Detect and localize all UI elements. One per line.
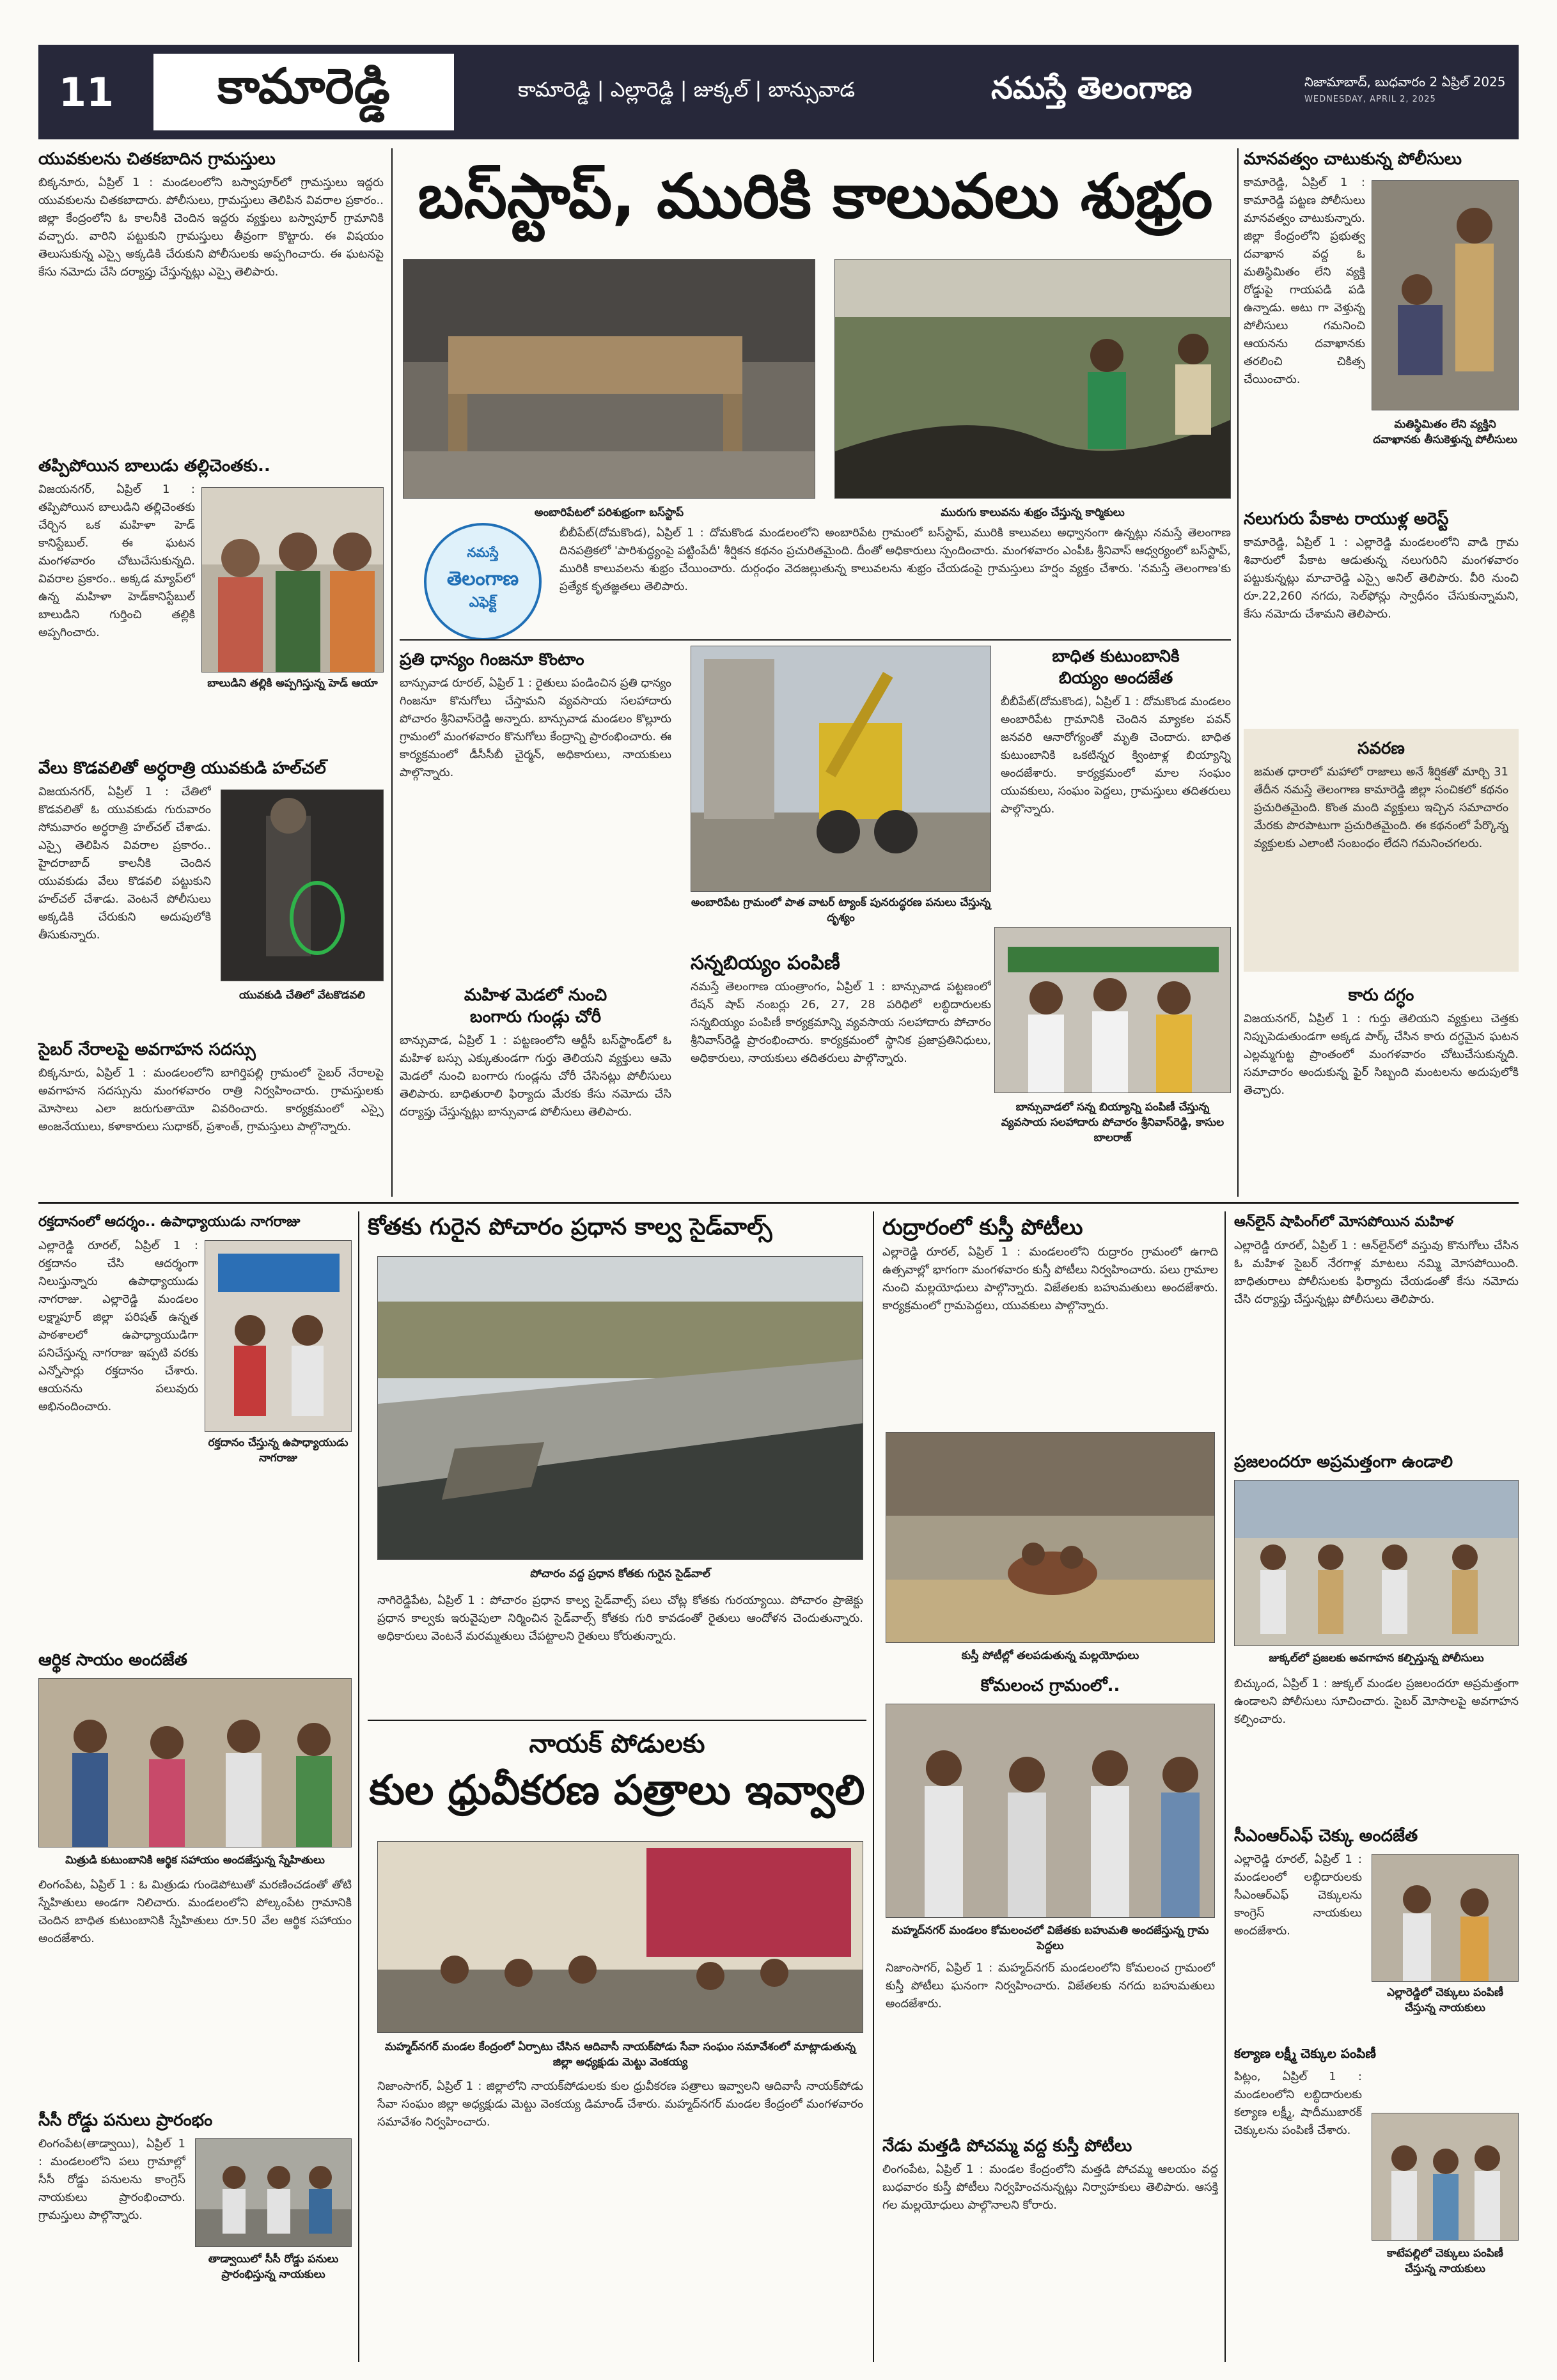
- cc-road-photo: [195, 2138, 352, 2247]
- rice-distribution-caption: బాన్సువాడలో సన్న బియ్యాన్ని పంపిణీ చేస్తున్న వ్యవసాయ సలహాదారు పోచారం శ్రీనివాస్‌రెడ్డి, కాసుల బాలరాజ్: [1001, 1101, 1224, 1144]
- photo-illustration: [691, 646, 991, 892]
- story-body: విజయనగర్, ఏప్రిల్ 1 : గుర్తు తెలియని వ్యక్తులు చెత్తకు నిప్పుపెడుతుండగా అక్కడ పార్క్ చేసిన కారు దగ్ధమైన ఘటన ఎల్లమ్మగుట్ట ప్రాంతంలో మంగళవారం చోటుచేసుకున్నది. సమాచారం అందుకున్న ఫైర్ సిబ్బంది మంటలను అదుపులోకి తెచ్చారు.: [1244, 1012, 1519, 1097]
- story-kalyana-lakshmi: [1234, 2042, 1519, 2349]
- story-headline: సీసీ రోడ్డు పనులు ప్రారంభం: [38, 2111, 213, 2130]
- story-headline-line2: బంగారు గుండ్లు చోరీ: [469, 1007, 602, 1027]
- story-headline: కారు దగ్ధం: [1348, 986, 1414, 1005]
- story-body: పిట్లం, ఏప్రిల్ 1 : మండలంలోని లబ్ధిదారులకు కల్యాణ లక్ష్మీ, షాదీముబారక్ చెక్కులను పంపిణీ చేశారు.: [1234, 2070, 1362, 2137]
- lead-headline: బస్‌స్టాప్, మురికి కాలువలు శుభ్రం: [418, 160, 1213, 232]
- story-rice-to-family: [1001, 646, 1231, 929]
- blood-donation-photo: [205, 1240, 352, 1432]
- photo-illustration: [886, 1433, 1215, 1643]
- canal-photo: [377, 1256, 863, 1560]
- photo-caption: మిత్రుడి కుటుంబానికి ఆర్థిక సహాయం అందజేస్తున్న స్నేహితులు: [65, 1854, 325, 1867]
- photo-illustration: [835, 260, 1231, 499]
- story-headline: వేలు కొడవలితో అర్ధరాత్రి యువకుడి హల్‌చల్: [38, 759, 326, 778]
- photo-illustration: [995, 928, 1231, 1093]
- story-body: ఎల్లారెడ్డి రూరల్, ఏప్రిల్ 1 : ఆన్‌లైన్‌లో వస్తువు కొనుగోలు చేసిన ఓ మహిళ సైబర్ నేరగాళ్ల మాటలు నమ్మి మోసపోయింది. బాధితురాలు పోలీసులకు ఫిర్యాదు చేయడంతో కేసు నమోదు చేసి దర్యాప్తు చేస్తున్నట్లు పోలీసులు తెలిపారు.: [1234, 1239, 1519, 1306]
- issue-date: [1304, 73, 1509, 109]
- canal-caption: పోచారం వద్ద ప్రధాన కోతకు గురైన సైడ్‌వాల్: [530, 1567, 710, 1580]
- story-headline-line1: మహిళ మెడలో నుంచి: [464, 986, 607, 1005]
- namaste-telangana-effect-logo: [419, 518, 547, 646]
- bus-stop-caption: అంబారిపేటలో పరిశుభ్రంగా బస్‌స్టాప్: [534, 506, 684, 519]
- story-villagers-beat-youths: [38, 148, 384, 410]
- story-headline: యువకులను చితకబాదిన గ్రామస్తులు: [38, 150, 276, 169]
- story-mattadi-pochamma-wrestling: [882, 2135, 1218, 2353]
- story-blood-donor-teacher: [38, 1211, 352, 1659]
- story-police-humanity: [1244, 148, 1519, 506]
- column-rule: [391, 148, 393, 1197]
- story-canal-sidewalls: [368, 1211, 866, 1243]
- story-cyber-awareness: [38, 1039, 384, 1192]
- photo-illustration: [1372, 1855, 1519, 1982]
- jukkal-awareness-photo: [1234, 1480, 1519, 1646]
- drain-cleaning-photo: [834, 259, 1231, 499]
- story-headline-line1: బాధిత కుటుంబానికి: [1052, 647, 1180, 666]
- story-financial-aid: [38, 1649, 352, 1945]
- photo-illustration: [205, 1241, 352, 1432]
- story-cc-road-works: [38, 2110, 352, 2346]
- lead-story: [400, 148, 1231, 244]
- photo-illustration: [1372, 181, 1519, 410]
- story-headline-line2: బియ్యం అందజేత: [1058, 669, 1173, 688]
- story-body: ఎల్లారెడ్డి రూరల్, ఏప్రిల్ 1 : రక్తదానం చేసి ఆదర్శంగా నిలుస్తున్నారు ఉపాధ్యాయుడు నాగరాజు. ఎల్లారెడ్డి మండలం లక్ష్మాపూర్ జిల్లా పరిషత్ ఉన్నత పాఠశాలలో ఉపాధ్యాయుడిగా పనిచేస్తున్న నాగరాజు ఇప్పటి వరకు ఎన్నోసార్లు రక్తదానం చేశారు. ఆయనను పలువురు అభినందించారు.: [38, 1239, 198, 1413]
- story-body: బిచ్కుంద, ఏప్రిల్ 1 : జుక్కల్ మండల ప్రజలందరూ అప్రమత్తంగా ఉండాలని పోలీసులు సూచించారు. సైబర్ మోసాలపై అవగాహన కల్పించారు.: [1234, 1677, 1519, 1726]
- story-headline: ప్రజలందరూ అప్రమత్తంగా ఉండాలి: [1234, 1452, 1453, 1472]
- kalyana-lakshmi-photo: [1372, 2113, 1519, 2241]
- column-rule: [1224, 1211, 1226, 2362]
- correction-body: జమత ధారాలో మహాలో రాజాలు అనే శీర్షికతో మార్చి 31 తేదీన నమస్తే తెలంగాణ కామారెడ్డి జిల్లా సంచికలో కథనం ప్రచురితమైంది. కొంత మంది వ్యక్తులు ఇచ్చిన సమాచారం మేరకు పొరపాటుగా ప్రచురితమైంది. ఈ కథనంలో పేర్కొన్న వ్యక్తులకు ఎలాంటి సంబంధం లేదని గమనించగలరు.: [1254, 765, 1508, 850]
- logo-text-mid: తెలంగాణ: [446, 568, 519, 590]
- column-rule: [1237, 148, 1239, 1197]
- naik-podu-caption: మహ్మద్‌నగర్ మండల కేంద్రంలో ఏర్పాటు చేసిన ఆదివాసీ నాయక్‌పోడు సేవా సంఘం సమావేశంలో మాట్లాడుతున్న జిల్లా అధ్యక్షుడు మెట్టు వెంకయ్య: [384, 2041, 856, 2069]
- photo-caption: మతిస్థిమితం లేని వ్యక్తిని దవాఖానకు తీసుకెళ్తున్న పోలీసులు: [1373, 418, 1517, 446]
- photo-illustration: [39, 1679, 352, 1847]
- newspaper-name: నమస్తే తెలంగాణ: [991, 70, 1193, 106]
- correction-box: [1244, 729, 1519, 972]
- story-gamblers-arrested: [1244, 508, 1519, 719]
- naik-podu-meeting-photo: [377, 1841, 863, 2033]
- story-naik-podu-certificates: [368, 1726, 866, 1819]
- story-buy-every-grain: [400, 649, 671, 981]
- logo-text-top: నమస్తే: [467, 545, 499, 560]
- edition-title: కామారెడ్డి: [153, 54, 454, 130]
- cmrf-photo: [1372, 1854, 1519, 1982]
- photo-illustration: [378, 1842, 863, 2033]
- story-body: విజయనగర్, ఏప్రిల్ 1 : తప్పిపోయిన బాలుడిని తల్లిచెంతకు చేర్చిన ఒక మహిళా హెడ్ కానిస్టేబుల్. ఈ ఘటన మంగళవారం చోటుచేసుకున్నది. వివరాల ప్రకారం.. అక్కడ మ్యాప్‌లో ఉన్న మహిళా హెడ్‌కానిస్టేబుల్ బాలుడిని గుర్తించి తల్లికి అప్పగించారు.: [38, 483, 195, 639]
- story-headline: తప్పిపోయిన బాలుడు తల్లిచెంతకు..: [38, 456, 270, 476]
- page-number: 11: [58, 68, 114, 116]
- section-rule: [368, 1720, 866, 1721]
- story-body: నమస్తే తెలంగాణ యంత్రాంగం, ఏప్రిల్ 1 : బాన్సువాడ పట్టణంలో రేషన్ షాప్ నంబర్లు 26, 27, 28 పరిధిలో లబ్ధిదారులకు సన్నబియ్యం పంపిణీ కార్యక్రమాన్ని వ్యవసాయ సలహాదారు పోచారం శ్రీనివాస్‌రెడ్డి ప్రారంభించారు. కార్యక్రమంలో స్థానిక ప్రజాప్రతినిధులు, అధికారులు, నాయకులు తదితరులు పాల్గొన్నారు.: [691, 980, 991, 1065]
- photo-illustration: [196, 2139, 352, 2247]
- logo-text-bottom: ఎఫెక్ట్: [469, 595, 497, 611]
- komalancha-subhead: కోమలంచ గ్రామంలో..: [980, 1676, 1120, 1695]
- photo-illustration: [221, 790, 384, 981]
- story-body: లింగంపేట(తాడ్వాయి), ఏప్రిల్ 1 : మండలంలోని పలు గ్రామాల్లో సీసీ రోడ్డు పనులను కాంగ్రెస్ నాయకులు ప్రారంభించారు. గ్రామస్తులు పాల్గొన్నారు.: [38, 2137, 185, 2222]
- story-headline-top: నాయక్ పోడులకు: [529, 1729, 705, 1759]
- story-headline: సన్నబియ్యం పంపిణీ: [691, 952, 840, 974]
- story-body: బిక్కనూరు, ఏప్రిల్ 1 : మండలంలోని బాగిర్తిపల్లి గ్రామంలో సైబర్ నేరాలపై అవగాహన సదస్సును మంగళవారం రాత్రి నిర్వహించారు. గ్రామస్తులకు మోసాలు ఎలా జరుగుతాయో వివరించారు. కార్యక్రమంలో ఎస్సై అంజనేయులు, కళాకారులు సుధాకర్, ప్రశాంత్, గ్రామస్తులు పాల్గొన్నారు.: [38, 1066, 384, 1133]
- story-body: బాన్సువాడ రూరల్, ఏప్రిల్ 1 : రైతులు పండించిన ప్రతి ధాన్యం గింజనూ కొనుగోలు చేస్తామని వ్యవసాయ సలహాదారు పోచారం శ్రీనివాస్‌రెడ్డి అన్నారు. బాన్సువాడ మండలం కొల్లూరు గ్రామంలో మంగళవారం కొనుగోలు కేంద్రాన్ని ప్రారంభించారు. ఈ కార్యక్రమంలో డీసీసీబీ చైర్మన్, అధికారులు, నాయకులు పాల్గొన్నారు.: [400, 676, 671, 779]
- naik-podu-body: నిజాంసాగర్, ఏప్రిల్ 1 : జిల్లాలోని నాయక్‌పోడులకు కుల ధ్రువీకరణ పత్రాలు ఇవ్వాలని ఆదివాసీ నాయక్‌పోడు సేవా సంఘం జిల్లా అధ్యక్షుడు మెట్టు వెంకయ్య డిమాండ్ చేశారు. మహ్మద్‌నగర్ మండల కేంద్రంలో మంగళవారం సమావేశం నిర్వహించారు.: [377, 2080, 863, 2129]
- story-rice-distribution: [691, 953, 991, 1176]
- photo-caption: కాటేపల్లిలో చెక్కులు పంపిణీ చేస్తున్న నాయకులు: [1387, 2247, 1503, 2275]
- photo-illustration: [1372, 2113, 1519, 2241]
- story-headline: రుద్రారంలో కుస్తీ పోటీలు: [882, 1215, 1083, 1240]
- story-headline: రక్తదానంలో ఆదర్శం.. ఉపాధ్యాయుడు నాగరాజు: [38, 1214, 301, 1230]
- story-body: బాన్సువాడ, ఏప్రిల్ 1 : పట్టణంలోని ఆర్టీసీ బస్‌స్టాండ్‌లో ఓ మహిళ బస్సు ఎక్కుతుండగా గుర్తు తెలియని వ్యక్తులు ఆమె మెడలో నుంచి బంగారు గుండ్లను చోరీ చేసినట్లు పోలీసులు తెలిపారు. బాధితురాలి ఫిర్యాదు మేరకు కేసు నమోదు చేసి దర్యాప్తు చేస్తున్నట్లు బాన్సువాడ పోలీసులు తెలిపారు.: [400, 1034, 671, 1119]
- story-online-shopping-fraud: [1234, 1211, 1519, 1448]
- story-body: బిక్కనూరు, ఏప్రిల్ 1 : మండలంలోని బస్వాపూర్‌లో గ్రామస్తులు ఇద్దరు యువకులను చితకబాదారు. పోలీసులు, గ్రామస్తులు తెలిపిన వివరాల ప్రకారం.. జిల్లా కేంద్రంలోని ఓ కాలనీకి చెందిన ఇద్దరు వ్యక్తులు బస్వాపూర్ గ్రామానికి వచ్చారు. వారిని పట్టుకుని గ్రామస్తులు తీవ్రంగా కొట్టారు. ఈ విషయం తెలుసుకున్న ఎస్సై అక్కడికి చేరుకుని పోలీసులకు అప్పగించారు. ఈ ఘటనపై కేసు నమోదు చేసి దర్యాప్తు చేస్తున్నట్లు ఎస్సై తెలిపారు.: [38, 176, 384, 279]
- story-headline: నలుగురు పేకాట రాయుళ్ల అరెస్ట్: [1244, 509, 1449, 529]
- sickle-youth-photo: [221, 789, 384, 981]
- wrestling-caption: కుస్తీ పోటీల్లో తలపడుతున్న మల్లయోధులు: [961, 1649, 1139, 1662]
- story-cmrf-cheques: [1234, 1825, 1519, 2049]
- column-rule: [873, 1211, 874, 2362]
- prize-distribution-photo: [886, 1704, 1215, 1918]
- story-headline: మానవత్వం చాటుకున్న పోలీసులు: [1244, 150, 1462, 169]
- canal-body: నాగిరెడ్డిపేట, ఏప్రిల్ 1 : పోచారం ప్రధాన కాల్వ సైడ్‌వాల్స్ పలు చోట్ల కోతకు గురయ్యాయి. పోచారం ప్రాజెక్టు ప్రధాన కాల్వకు ఇరువైపులా నిర్మించిన సైడ్‌వాల్స్ కోతకు గురి కావడంతో రైతులు ఆందోళన చెందుతున్నారు. అధికారులు వెంటనే మరమ్మతులు చేపట్టాలని రైతులు కోరుతున్నారు.: [377, 1594, 863, 1643]
- bus-stop-photo: [403, 259, 815, 499]
- masthead: [38, 45, 1519, 139]
- story-body: కామారెడ్డి, ఏప్రిల్ 1 : ఎల్లారెడ్డి మండలంలోని వాడి గ్రామ శివారులో పేకాట ఆడుతున్న నలుగురిని మంగళవారం పట్టుకున్నట్లు మాచారెడ్డి ఎస్సై అనిల్ తెలిపారు. వీరి నుంచి రూ.22,260 నగదు, సెల్‌ఫోన్లు స్వాధీనం చేసుకున్నామని, కేసు నమోదు చేశామని తెలిపారు.: [1244, 536, 1519, 621]
- column-rule: [358, 1211, 359, 2362]
- edition-list: కామారెడ్డి | ఎల్లారెడ్డి | జుక్కల్ | బాన్సువాడ: [518, 77, 856, 102]
- story-body: ఎల్లారెడ్డి రూరల్, ఏప్రిల్ 1 : మండలంలోని రుద్రారం గ్రామంలో ఉగాది ఉత్సవాల్లో భాగంగా మంగళవారం కుస్తీ పోటీలు నిర్వహించారు. పలు గ్రామాల నుంచి మల్లయోధులు పాల్గొన్నారు. విజేతలకు బహుమతులు అందజేశారు. కార్యక్రమంలో గ్రామపెద్దలు, యువకులు పాల్గొన్నారు.: [882, 1245, 1218, 1312]
- story-body: విజయనగర్, ఏప్రిల్ 1 : చేతిలో కొడవలితో ఓ యువకుడు గురువారం సోమవారం అర్ధరాత్రి హల్‌చల్ చేశాడు. ఎస్సై తెలిపిన వివరాల ప్రకారం.. హైదరాబాద్ కాలనీకి చెందిన యువకుడు వేలు కొడవలి పట్టుకుని హల్‌చల్ చేశాడు. వెంటనే పోలీసులు అక్కడికి చేరుకుని అదుపులోకి తీసుకున్నారు.: [38, 785, 211, 942]
- photo-illustration: [403, 260, 815, 499]
- story-body: ఎల్లారెడ్డి రూరల్, ఏప్రిల్ 1 : మండలంలో లబ్ధిదారులకు సీఎంఆర్ఎఫ్ చెక్కులను కాంగ్రెస్ నాయకులు అందజేశారు.: [1234, 1853, 1362, 1938]
- komalancha-body: నిజాంసాగర్, ఏప్రిల్ 1 : మహ్మద్‌నగర్ మండలంలోని కోమలంచ గ్రామంలో కుస్తీ పోటీలు ఘనంగా నిర్వహించారు. విజేతలకు నగదు బహుమతులు అందజేశారు.: [886, 1961, 1215, 2011]
- story-headline-main: కుల ధ్రువీకరణ పత్రాలు ఇవ్వాలి: [369, 1767, 865, 1814]
- story-body: లింగంపేట, ఏప్రిల్ 1 : ఓ మిత్రుడు గుండెపోటుతో మరణించడంతో తోటి స్నేహితులు అండగా నిలిచారు. మండలంలోని పోల్కంపేట గ్రామానికి చెందిన బాధిత కుటుంబానికి స్నేహితులు రూ.50 వేల ఆర్థిక సహాయం అందజేశారు.: [38, 1878, 352, 1945]
- drain-cleaning-caption: మురుగు కాలువను శుభ్రం చేస్తున్న కార్మికులు: [941, 506, 1125, 519]
- story-headline: కోతకు గురైన పోచారం ప్రధాన కాల్వ సైడ్‌వాల్స్: [368, 1214, 772, 1240]
- photo-caption: ఎల్లారెడ్డిలో చెక్కులు పంపిణీ చేస్తున్న నాయకులు: [1386, 1986, 1504, 2014]
- photo-caption: రక్తదానం చేస్తున్న ఉపాధ్యాయుడు నాగరాజు: [208, 1436, 348, 1465]
- section-rule: [400, 639, 1231, 641]
- police-help-photo: [1372, 180, 1519, 410]
- story-rudraram-wrestling: [882, 1211, 1218, 1429]
- story-headline: ప్రతి ధాన్యం గింజనూ కొంటాం: [400, 650, 584, 669]
- missing-boy-photo: [201, 487, 384, 673]
- story-missing-boy: [38, 455, 384, 749]
- story-headline: సైబర్ నేరాలపై అవగాహన సదస్సు: [38, 1040, 256, 1059]
- issue-date-telugu: నిజామాబాద్, బుధవారం 2 ఏప్రిల్ 2025: [1304, 74, 1506, 89]
- water-tank-photo: [691, 646, 991, 892]
- photo-caption: యువకుడి చేతిలో వేటకొడవలి: [239, 989, 366, 1002]
- section-rule: [38, 1202, 1519, 1204]
- water-tank-caption: అంబారిపేట గ్రామంలో పాత వాటర్ ట్యాంక్ పునరుద్ధరణ పనులు చేస్తున్న దృశ్యం: [691, 896, 991, 924]
- story-body: బీబీపేట్(దోమకొండ), ఏప్రిల్ 1 : దోమకొండ మండలం అంబారిపేట గ్రామానికి చెందిన మ్యాకల పవన్ జనవరి ఆనారోగ్యంతో మృతి చెందారు. బాధిత కుటుంబానికి ఒకటిన్నర క్వింటాళ్ల బియ్యాన్ని అందజేశారు. కార్యక్రమంలో మాల సంఘం యువకులు, సంఘం పెద్దలు, గ్రామస్తులు తదితరులు పాల్గొన్నారు.: [1001, 695, 1231, 816]
- photo-illustration: [202, 488, 384, 673]
- photo-illustration: [378, 1257, 863, 1560]
- story-body: లింగంపేట, ఏప్రిల్ 1 : మండల కేంద్రంలోని మత్తడి పోచమ్మ ఆలయం వద్ద బుధవారం కుస్తీ పోటీలు నిర్వహించనున్నట్లు నిర్వాహకులు తెలిపారు. ఆసక్తి గల మల్లయోధులు పాల్గొనాలని కోరారు.: [882, 2163, 1218, 2212]
- story-headline: కల్యాణ లక్ష్మీ చెక్కుల పంపిణీ: [1234, 2046, 1376, 2061]
- story-body: కామారెడ్డి, ఏప్రిల్ 1 : కామారెడ్డి పట్టణ పోలీసులు మానవత్వం చాటుకున్నారు. జిల్లా కేంద్రంలోని ప్రభుత్వ దవాఖాన వద్ద ఓ మతిస్థిమితం లేని వ్యక్తి రోడ్డుపై గాయపడి పడి ఉన్నాడు. అటు గా వెళ్తున్న పోలీసులు గమనించి ఆయనను దవాఖానకు తరలించి చికిత్స చేయించారు.: [1244, 176, 1365, 386]
- photo-caption: జుక్కల్‌లో ప్రజలకు అవగాహన కల్పిస్తున్న పోలీసులు: [1269, 1652, 1484, 1665]
- story-sickle-youth: [38, 758, 384, 1032]
- correction-headline: సవరణ: [1357, 739, 1405, 758]
- story-car-burnt: [1244, 984, 1519, 1176]
- story-headline: సీఎంఆర్ఎఫ్ చెక్కు అందజేత: [1234, 1826, 1418, 1846]
- photo-illustration: [886, 1704, 1215, 1918]
- story-gold-theft: [400, 984, 671, 1198]
- story-headline: ఆన్‌లైన్ షాపింగ్‌లో మోసపోయిన మహిళ: [1234, 1214, 1453, 1230]
- issue-date-english: WEDNESDAY, APRIL 2, 2025: [1304, 95, 1436, 104]
- photo-caption: తాడ్వాయిలో సీసీ రోడ్డు పనులు ప్రారంభిస్తున్న నాయకులు: [208, 2253, 339, 2281]
- photo-illustration: [1235, 1481, 1519, 1646]
- photo-caption: బాలుడిని తల్లికి అప్పగిస్తున్న హెడ్ ఆయా: [207, 677, 378, 690]
- story-headline: ఆర్థిక సాయం అందజేత: [38, 1651, 187, 1670]
- rice-distribution-photo: [994, 927, 1231, 1093]
- story-be-alert: [1234, 1451, 1519, 1726]
- prize-distribution-caption: మహ్మద్‌నగర్ మండలం కోమలంచలో విజేతకు బహుమతి అందజేస్తున్న గ్రామ పెద్దలు: [891, 1924, 1209, 1952]
- lead-body: బీబీపేట్(దోమకొండ), ఏప్రిల్ 1 : దోమకొండ మండలంలోని అంబారిపేట గ్రామంలో బస్‌స్టాప్, మురికి కాలువలు అధ్వానంగా ఉన్నట్లు నమస్తే తెలంగాణ దినపత్రికలో 'పారిశుద్ధ్యంపై పట్టింపేదీ' శీర్షికన కథనం ప్రచురితమైంది. దీంతో అధికారులు స్పందించారు. మంగళవారం ఎంపీఓ శ్రీనివాస్ ఆధ్వర్యంలో బస్‌స్టాప్, మురికి కాలువలను శుభ్రం చేయించారు. దుర్గంధం వెదజల్లుతున్న కాలువలను శుభ్రం చేయడంపై గ్రామస్తులు హర్షం వ్యక్తం చేశారు. 'నమస్తే తెలంగాణ'కు ప్రత్యేక కృతజ్ఞతలు తెలిపారు.: [559, 526, 1231, 593]
- financial-aid-photo: [38, 1678, 352, 1847]
- wrestling-photo: [886, 1432, 1215, 1643]
- story-headline: నేడు మత్తడి పోచమ్మ వద్ద కుస్తీ పోటీలు: [882, 2136, 1132, 2156]
